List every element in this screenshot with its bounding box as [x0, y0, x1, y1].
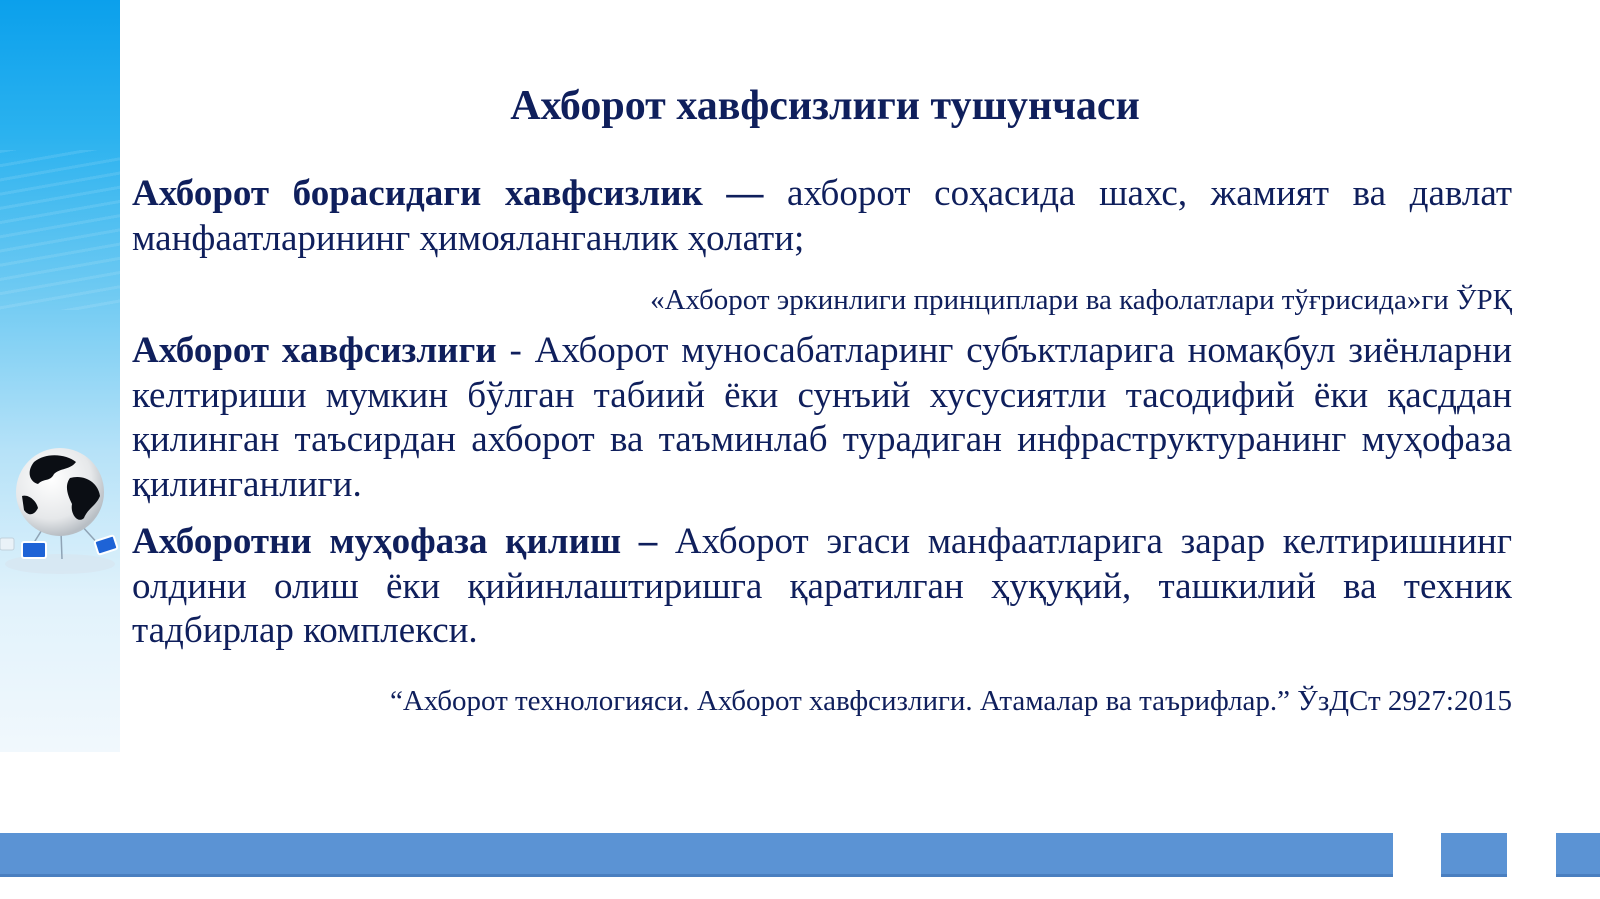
panel-light-streaks [0, 150, 120, 310]
definition-text-1: ахборот соҳасида шахс, жамият ва давлат манфаатларининг ҳимояланганлик ҳолати; [132, 173, 1512, 259]
footer-square-2 [1556, 833, 1600, 877]
definition-text-3: Ахборот эгаси манфаатларига зарар келтиришнинг олдини олиш ёки қийинлаштиришга қаратилган ҳуқуқий, ташкилий ва техник тадбирлар комплекси. [132, 521, 1512, 651]
definition-term-2: Ахборот хавфсизлиги [132, 330, 497, 371]
footer-square-1 [1441, 833, 1507, 877]
definition-paragraph-1 [132, 172, 1512, 261]
globe-network-icon [0, 444, 120, 594]
definition-term-1: Ахборот борасидаги хавфсизлик — [132, 173, 764, 214]
definition-text-2: - Ахборот муносабатларинг субъктларига номақбул зиёнларни келтириши мумкин бўлган табиий ёки сунъий хусусиятли тасодифий ёки қасддан қилинган таъсирдан ахборот ва таъминлаб турадиган инфраструктуранинг муҳофаза қилинганлиги. [132, 330, 1512, 505]
definition-paragraph-3 [132, 520, 1512, 654]
footer-bar [0, 833, 1393, 877]
definition-paragraph-2 [132, 329, 1512, 507]
definition-term-3: Ахборотни муҳофаза қилиш – [132, 521, 658, 562]
slide-title: Ахборот хавфсизлиги тушунчаси [510, 83, 1140, 129]
source-citation-2: “Ахборот технологияси. Ахборот хавфсизлиги. Атамалар ва таърифлар.” ЎзДСт 2927:2015 [389, 685, 1512, 717]
source-citation-1: «Ахборот эркинлиги принциплари ва кафолатлари тўғрисида»ги ЎРҚ [650, 284, 1512, 316]
left-decorative-panel [0, 0, 120, 752]
